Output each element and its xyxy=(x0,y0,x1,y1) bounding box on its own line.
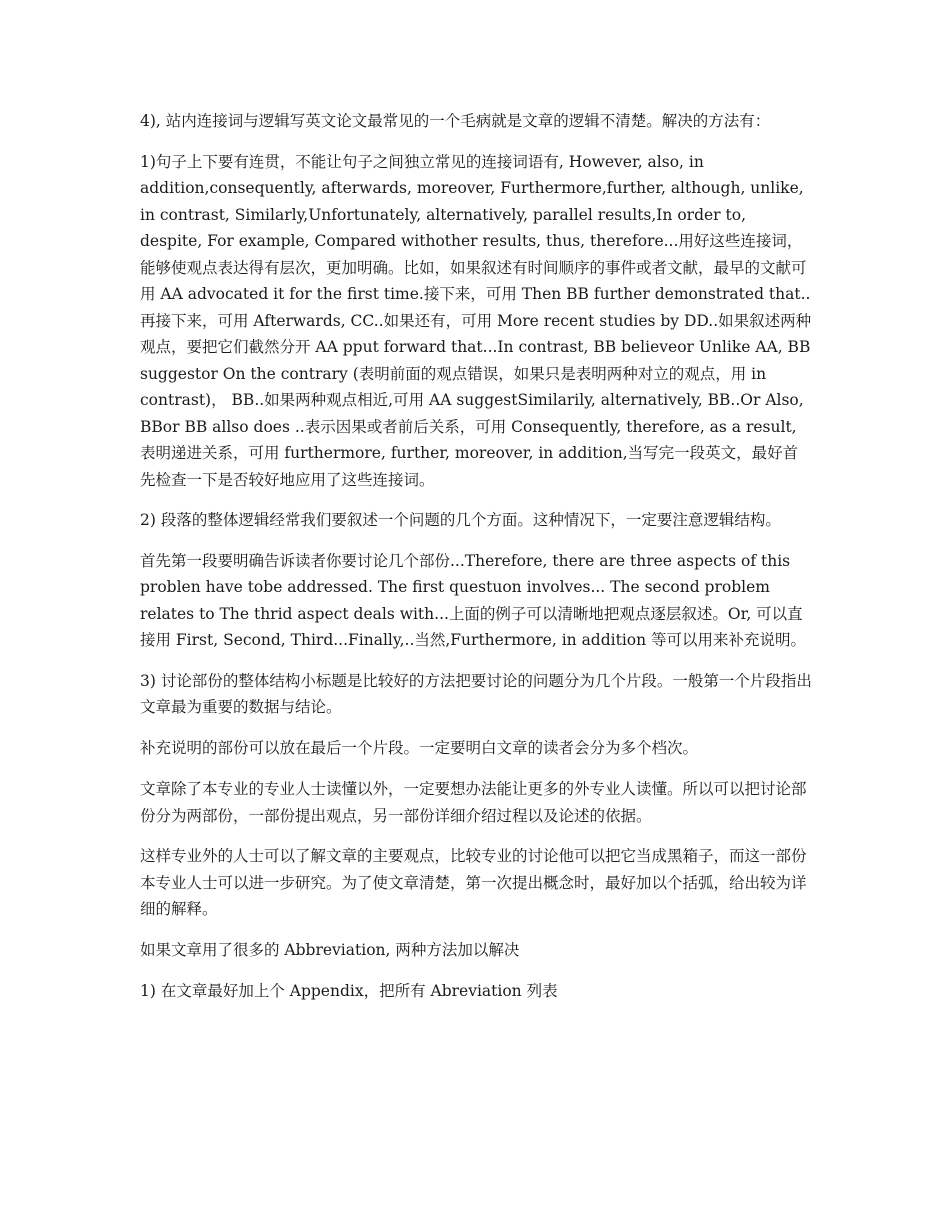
paragraph-readers: 文章除了本专业的专业人士读懂以外，一定要想办法能让更多的外专业人读懂。所以可以把讨论部份分为两部份，一部份提出观点，另一部份详细介绍过程以及论述的依据。 xyxy=(140,780,807,825)
paragraph-discussion-structure: 3) 讨论部份的整体结构小标题是比较好的方法把要讨论的问题分为几个片段。一般第一个片段指出文章最为重要的数据与结论。 xyxy=(140,671,812,716)
paragraph-abbreviation: 如果文章用了很多的 Abbreviation, 两种方法加以解决 xyxy=(140,940,520,959)
paragraph-overall-logic: 2) 段落的整体逻辑经常我们要叙述一个问题的几个方面。这种情况下，一定要注意逻辑结构。 xyxy=(140,511,781,529)
paragraph-connectives: 1)句子上下要有连贯，不能让句子之间独立常见的连接词语有, However, also, in addition,consequently, afterwards, moreover, Furthermore,further, although, unlike, in contrast, Similarly,Unfortunately, alternatively, parallel results,In order to, despite, For example, Compared withother results, thus, therefore...用好这些连接词，能够使观点表达得有层次，更加明确。比如，如果叙述有时间顺序的事件或者文献，最早的文献可用 AA advocated it for the first time.接下来，可用 Then BB further demonstrated that..再接下来，可用 Afterwards, CC..如果还有，可用 More recent studies by DD..如果叙述两种观点，要把它们截然分开 AA pput forward that...In contrast, BB believeor Unlike AA, BB suggestor On the contrary (表明前面的观点错误，如果只是表明两种对立的观点，用 in contrast)， BB..如果两种观点相近,可用 AA suggestSimilarily, alternatively, BB..Or Also, BBor BB allso does ..表示因果或者前后关系，可用 Consequently, therefore, as a result,表明递进关系，可用 furthermore, further, moreover, in addition,当写完一段英文，最好首先检查一下是否较好地应用了这些连接词。 xyxy=(140,152,812,489)
paragraph-logic-intro: 4), 站内连接词与逻辑写英文论文最常见的一个毛病就是文章的逻辑不清楚。解决的方法有： xyxy=(140,112,771,130)
paragraph-black-box: 这样专业外的人士可以了解文章的主要观点，比较专业的讨论他可以把它当成黑箱子，而这一部份本专业人士可以进一步研究。为了使文章清楚，第一次提出概念时，最好加以个括弧，给出较为详细的解释。 xyxy=(140,847,807,918)
paragraph-supplement: 补充说明的部份可以放在最后一个片段。一定要明白文章的读者会分为多个档次。 xyxy=(140,738,699,757)
paragraph-first-section: 首先第一段要明确告诉读者你要讨论几个部份...Therefore, there are three aspects of this problen have tobe addressed. The first questuon involves... The second problem relates to The thrid aspect deals with...上面的例子可以清晰地把观点逐层叙述。Or, 可以直接用 First, Second, Third...Finally,..当然,Furthermore, in addition 等可以用来补充说明。 xyxy=(140,551,807,649)
document-page xyxy=(140,108,812,1020)
paragraph-appendix: 1) 在文章最好加上个 Appendix，把所有 Abreviation 列表 xyxy=(140,982,558,1000)
